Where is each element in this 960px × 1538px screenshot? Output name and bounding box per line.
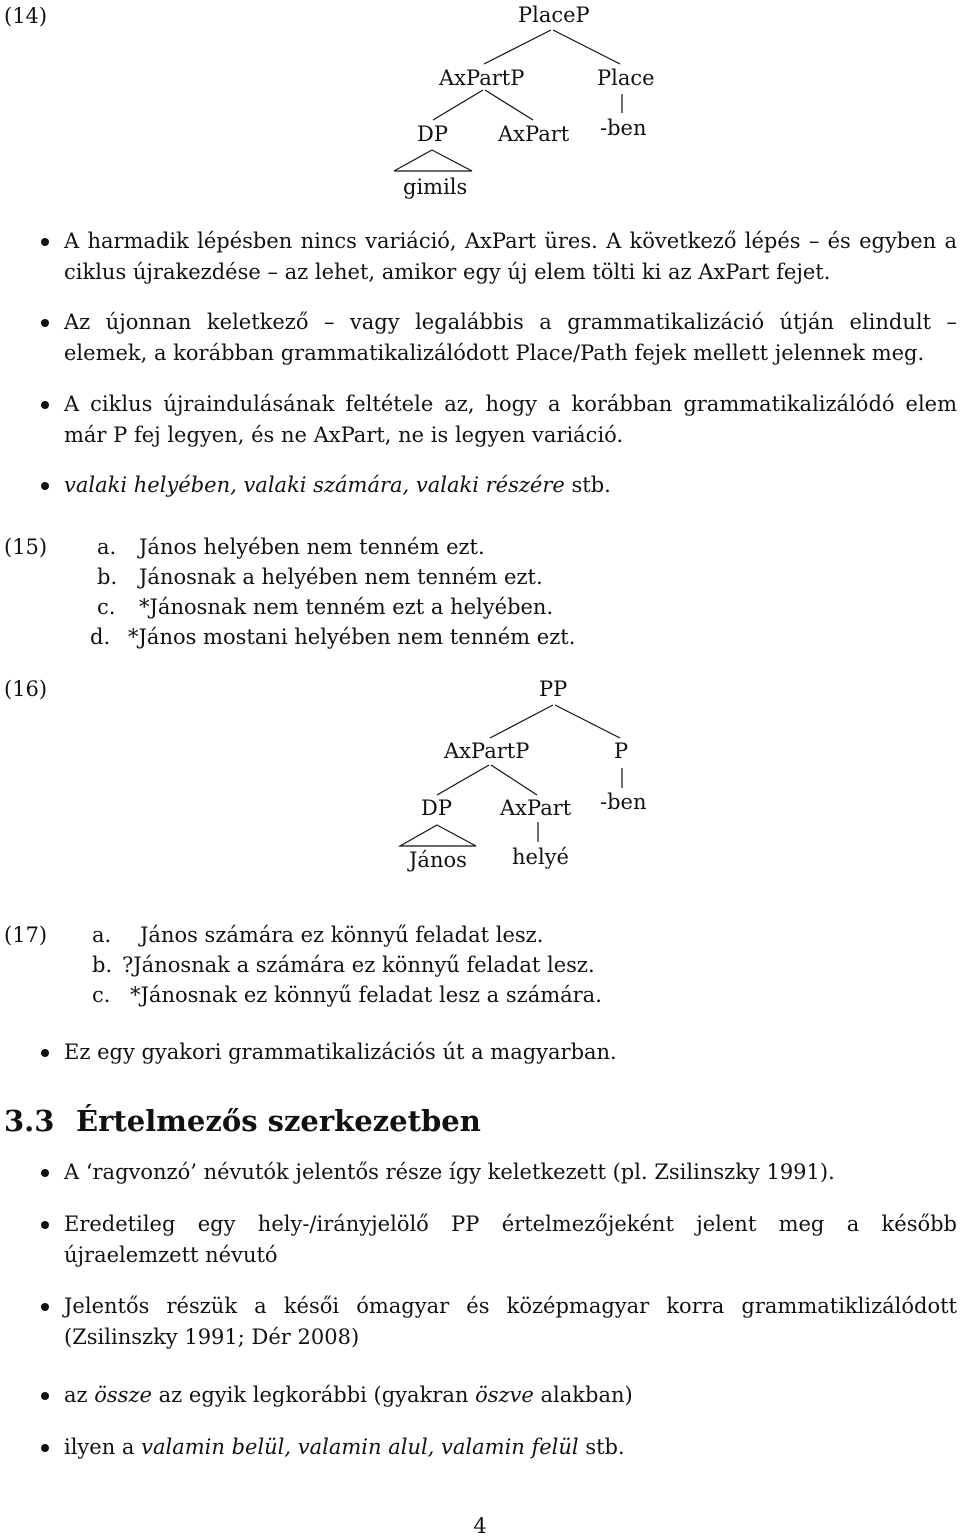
- tree16-leaf-helye: helyé: [512, 845, 569, 869]
- tree14-branch-axpartp-dp: [433, 90, 483, 120]
- example-letter: c.: [92, 983, 111, 1007]
- example-letter: b.: [97, 565, 118, 589]
- bullet-text-valaki: [64, 470, 611, 501]
- bullet-dot: [41, 1049, 49, 1057]
- bullet-dot: [41, 482, 49, 490]
- bullet-dot: [41, 319, 49, 327]
- italic-expression: valamin belül, valamin alul, valamin felül: [141, 1435, 579, 1459]
- example-item: [92, 955, 595, 976]
- tree16-node-dp: DP: [421, 796, 452, 820]
- bullet-text-harmadik: A harmadik lépésben nincs variáció, AxPart üres. A következő lépés – és egyben a ciklus újrakezdése – az lehet, amikor egy új elem tölti ki az AxPart fejet.: [64, 229, 957, 284]
- bullet-dot: [41, 401, 49, 409]
- tree14-dp-triangle: [394, 150, 472, 171]
- section-number: 3.3: [4, 1104, 55, 1138]
- tree16-node-pp: PP: [539, 677, 568, 701]
- example-item: [90, 627, 575, 648]
- tree14-branch-root-axpartp: [484, 30, 551, 64]
- tree14-node-dp: DP: [417, 122, 448, 146]
- tree14-node-axpartp: AxPartP: [439, 66, 525, 90]
- italic-expression: öszve: [475, 1383, 534, 1407]
- bullet-text-gyakori: Ez egy gyakori grammatikalizációs út a magyarban.: [64, 1040, 617, 1064]
- example-sentence: ?Jánosnak a számára ez könnyű feladat lesz.: [122, 953, 595, 977]
- text-run: az egyik legkorábbi (gyakran: [151, 1383, 476, 1407]
- tree16-leaf-ben: -ben: [600, 790, 647, 814]
- tree16-dp-triangle: [400, 825, 476, 846]
- example-item: [92, 925, 543, 946]
- tree14-leaf-gimils: gimils: [403, 175, 468, 199]
- tree16-branch-root-axpartp: [490, 705, 553, 738]
- text-run: ilyen a: [64, 1435, 142, 1459]
- text-run: stb.: [578, 1435, 625, 1459]
- bullet-dot: [41, 1303, 49, 1311]
- example-letter: a.: [97, 535, 117, 559]
- tree16-node-axpart: AxPart: [500, 796, 572, 820]
- example-letter: c.: [97, 595, 116, 619]
- example-letter: a.: [92, 923, 112, 947]
- text-run: alakban): [533, 1383, 633, 1407]
- tree14-node-axpart: AxPart: [498, 122, 570, 146]
- bullet-dot: [41, 1392, 49, 1400]
- tree16-node-axpartp: AxPartP: [444, 739, 530, 763]
- example-sentence: János helyében nem tenném ezt.: [139, 535, 485, 559]
- example-item: [97, 597, 553, 618]
- bullet-text-ciklus: A ciklus újraindulásának feltétele az, hogy a korábban grammatikalizálódó elem már P fej legyen, és ne AxPart, ne is legyen variáció.: [64, 392, 957, 447]
- bullet-text-jelentos: Jelentős részük a késői ómagyar és középmagyar korra grammatiklizálódott (Zsilinszky 1991; Dér 2008): [64, 1294, 957, 1349]
- bullet-dot: [41, 238, 49, 246]
- example-sentence: János számára ez könnyű feladat lesz.: [140, 923, 544, 947]
- tree14-leaf-ben: -ben: [600, 116, 647, 140]
- example-number-17: (17): [4, 923, 48, 947]
- example-sentence: *János mostani helyében nem tenném ezt.: [128, 625, 576, 649]
- text-run: az: [64, 1383, 95, 1407]
- tree14-node-place: Place: [597, 66, 655, 90]
- tree14-node-placep: PlaceP: [518, 3, 590, 27]
- italic-expression: valaki helyében, valaki számára, valaki részére: [64, 473, 565, 497]
- bullet-text-ilyen: [64, 1432, 625, 1463]
- bullet-dot: [41, 1444, 49, 1452]
- bullet-text-ujonnan: Az újonnan keletkező – vagy legalábbis a grammatikalizáció útján elindult – elemek, a korábban grammatikalizálódott Place/Path fejek mellett jelennek meg.: [64, 310, 957, 365]
- tree16-branch-axpartp-axpart: [491, 765, 537, 795]
- tree16-node-p: P: [614, 739, 629, 763]
- bullet-dot: [41, 1221, 49, 1229]
- tree16-branch-axpartp-dp: [437, 765, 489, 795]
- bullet-text-ragvonzo: A ‘ragvonzó’ névutók jelentős része így keletkezett (pl. Zsilinszky 1991).: [64, 1160, 835, 1184]
- example-number-15: (15): [4, 535, 48, 559]
- tree16-branch-root-p: [555, 705, 620, 738]
- section-title: Értelmezős szerkezetben: [76, 1104, 481, 1138]
- example-item: [97, 537, 485, 558]
- example-sentence: Jánosnak a helyében nem tenném ezt.: [139, 565, 543, 589]
- example-letter: b.: [92, 953, 113, 977]
- example-sentence: *Jánosnak nem tenném ezt a helyében.: [139, 595, 554, 619]
- bullet-text-osszе: [64, 1380, 633, 1411]
- italic-expression: össze: [94, 1383, 152, 1407]
- example-number-14: (14): [4, 4, 48, 28]
- example-letter: d.: [90, 625, 111, 649]
- tree14-branch-axpartp-axpart: [485, 90, 533, 120]
- example-sentence: *Jánosnak ez könnyű feladat lesz a számára.: [130, 983, 602, 1007]
- bullet-text-eredetileg: Eredetileg egy hely-/irányjelölő PP értelmezőjeként jelent meg a később újraelemzett névutó: [64, 1212, 957, 1267]
- example-item: [92, 985, 602, 1006]
- example-item: [97, 567, 543, 588]
- bullet-dot: [41, 1169, 49, 1177]
- tree16-leaf-janos: János: [409, 848, 467, 872]
- bullet-suffix: stb.: [564, 473, 611, 497]
- page-number: 4: [473, 1514, 487, 1538]
- tree14-branch-root-place: [553, 30, 620, 64]
- example-number-16: (16): [4, 677, 48, 701]
- section-heading: [4, 1104, 481, 1138]
